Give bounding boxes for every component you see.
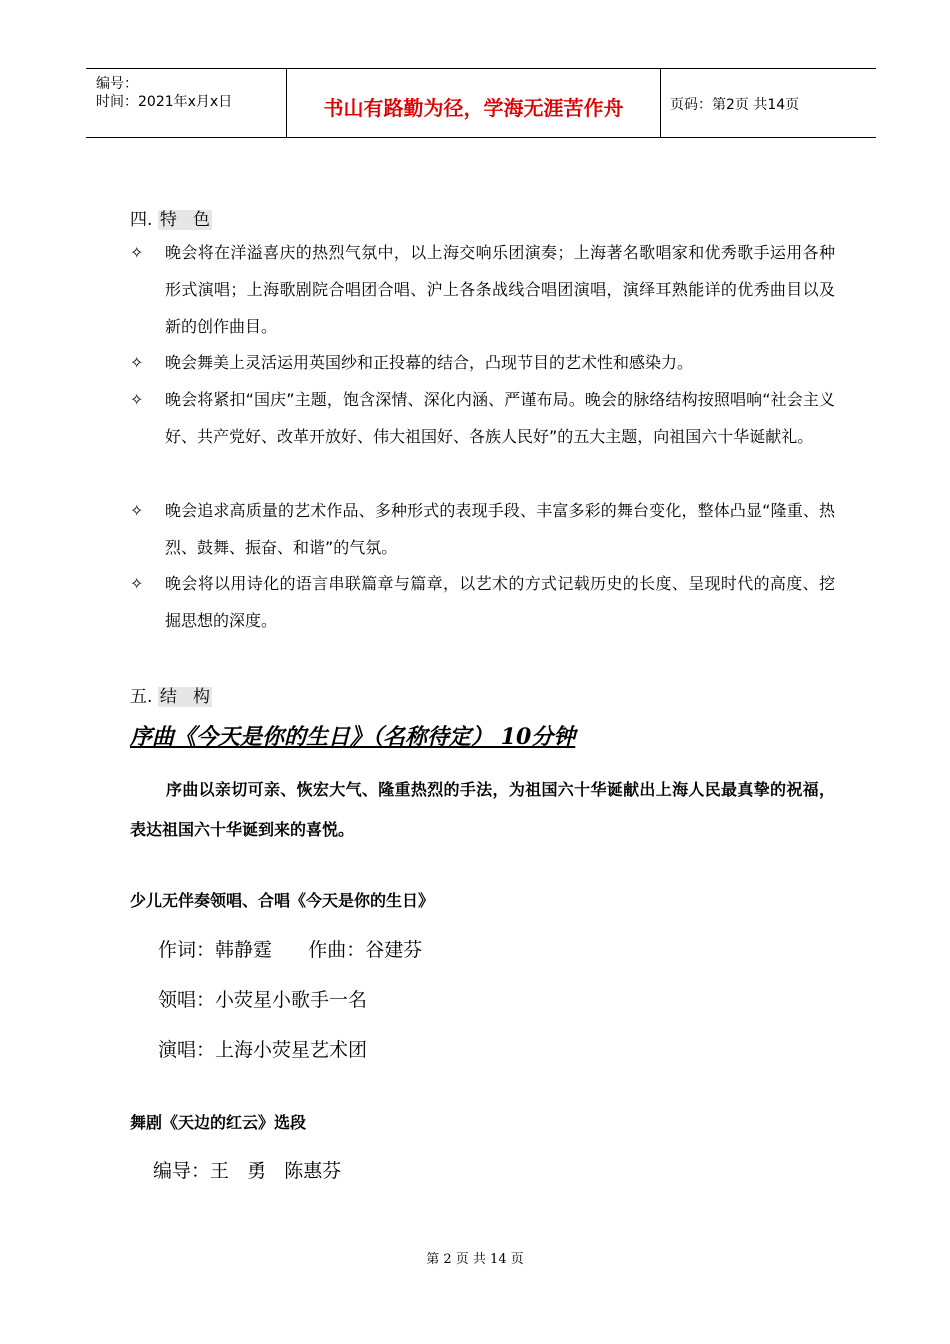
bullet-item [130, 492, 835, 566]
document-time-label: 时间：2021年x月x日 [96, 94, 233, 110]
bullet-text: 晚会将紧扣“国庆”主题，饱含深情、深化内涵、严谨布局。晚会的脉络结构按照唱响“社会主义好、共产党好、改革开放好、伟大祖国好、各族人民好”的五大主题，向祖国六十华诞献礼。 [165, 390, 835, 446]
bullet-diamond-icon: ✧ [130, 353, 144, 372]
program-credit-line: 演唱：上海小荧星艺术团 [158, 1039, 368, 1061]
bullet-item [130, 381, 835, 455]
bullet-diamond-icon: ✧ [130, 501, 144, 520]
program-credit-line: 编导：王 勇 陈惠芬 [153, 1160, 342, 1182]
bullet-diamond-icon: ✧ [130, 243, 144, 262]
bullet-text: 晚会将在洋溢喜庆的热烈气氛中，以上海交响乐团演奏；上海著名歌唱家和优秀歌手运用各种形式演唱；上海歌剧院合唱团合唱、沪上各条战线合唱团演唱，演绎耳熟能详的优秀曲目以及新的创作曲目。 [165, 243, 835, 336]
section-heading-features [130, 205, 212, 230]
page-footer-number: 第 2 页 共 14 页 [426, 1252, 524, 1267]
section-title: 结 构 [159, 687, 211, 707]
overture-description: 序曲以亲切可亲、恢宏大气、隆重热烈的手法，为祖国六十华诞献出上海人民最真挚的祝福，表达祖国六十华诞到来的喜悦。 [130, 780, 835, 839]
header-divider [660, 69, 661, 137]
bullet-text: 晚会舞美上灵活运用英国纱和正投幕的结合，凸现节目的艺术性和感染力。 [165, 353, 694, 372]
bullet-text: 晚会追求高质量的艺术作品、多种形式的表现手段、丰富多彩的舞台变化，整体凸显“隆重、热烈、鼓舞、振奋、和谐”的气氛。 [165, 501, 835, 557]
bullet-diamond-icon: ✧ [130, 574, 144, 593]
document-number-label: 编号： [96, 76, 138, 92]
bullet-item [130, 565, 835, 639]
bullet-item [130, 234, 835, 345]
header-motto: 书山有路勤为径，学海无涯苦作舟 [323, 96, 624, 120]
program-item-title: 舞剧《天边的红云》选段 [130, 1113, 307, 1132]
overture-title: 序曲《今天是你的生日》（名称待定） 10分钟 [130, 724, 576, 750]
header-page-number: 页码：第2页 共14页 [670, 97, 800, 113]
page-header [86, 68, 876, 138]
program-credit-line: 作词：韩静霆 作曲：谷建芬 [158, 939, 423, 961]
bullet-diamond-icon: ✧ [130, 390, 144, 409]
program-item-title: 少儿无伴奏领唱、合唱《今天是你的生日》 [130, 891, 435, 910]
bullet-item [130, 344, 835, 381]
bullet-text: 晚会将以用诗化的语言串联篇章与篇章，以艺术的方式记载历史的长度、呈现时代的高度、挖掘思想的深度。 [165, 574, 835, 630]
section-title: 特 色 [159, 210, 211, 230]
section-heading-structure [130, 682, 212, 707]
section-number: 四. [130, 210, 153, 230]
section-number: 五. [130, 687, 153, 707]
program-credit-line: 领唱：小荧星小歌手一名 [158, 989, 368, 1011]
